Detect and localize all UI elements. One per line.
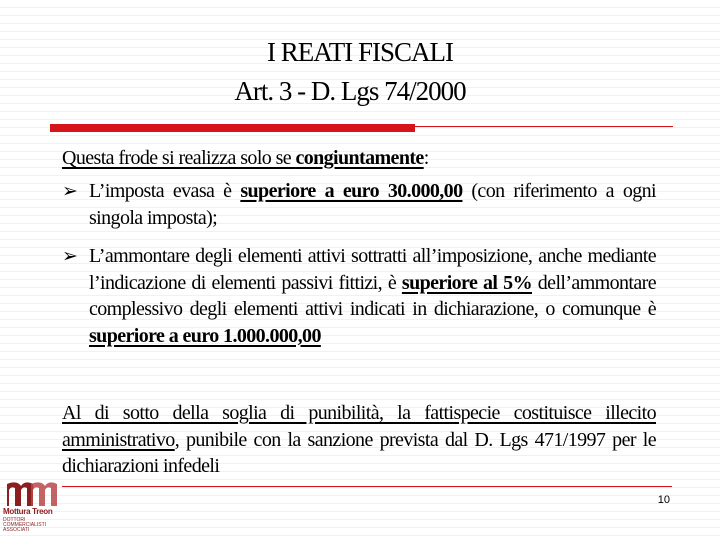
bullet-highlight: superiore al 5%	[401, 271, 532, 294]
bullet-highlight: superiore a euro 30.000,00	[240, 180, 463, 202]
closing-text: , punibile con la sanzione prevista dal D. Lgs 471/1997 per le dichiarazioni infedeli	[62, 428, 656, 477]
title-accent-line	[415, 126, 673, 127]
bullet-highlight: superiore a euro 1.000.000,00	[89, 324, 321, 347]
bullet-text-part: (con riferimento a ogni singola imposta);	[89, 180, 656, 229]
closing-underlined: Al di sotto della soglia di punibilità, la fattispecie costituisce illecito amministrativo	[62, 402, 656, 451]
bullet-text-part: dell’ammontare complessivo degli elementi attivi indicati in dichiarazione, o comunque è	[89, 271, 656, 320]
title-accent-bar	[50, 124, 415, 132]
logo-subtitle: DOTTORI COMMERCIALISTI ASSOCIATI	[3, 517, 47, 533]
bullet-text-part: L’imposta evasa è	[89, 180, 241, 202]
arrow-bullet-icon: ➢	[62, 245, 78, 267]
logo-brand: Mottura Treon	[3, 507, 53, 516]
closing-paragraph	[62, 400, 656, 480]
bullet-item	[62, 178, 656, 231]
intro-prefix: Questa frode si realizza solo se	[62, 147, 296, 169]
bullet-item	[62, 243, 656, 349]
bullet-text	[89, 243, 656, 349]
footer-line	[62, 486, 672, 487]
page-number: 10	[657, 494, 670, 506]
arrow-bullet-icon: ➢	[62, 180, 78, 202]
bullet-text	[89, 178, 656, 231]
intro-suffix: :	[423, 147, 429, 169]
intro-bold: congiuntamente	[295, 147, 424, 169]
slide-subtitle: Art. 3 - D. Lgs 74/2000	[234, 76, 466, 106]
bullet-text-part: L’ammontare degli elementi attivi sottratti all’imposizione, anche mediante l’indicazione di elementi passivi fittizi, è	[89, 245, 656, 294]
slide-title: I REATI FISCALI	[267, 37, 453, 67]
intro-paragraph	[62, 145, 656, 172]
